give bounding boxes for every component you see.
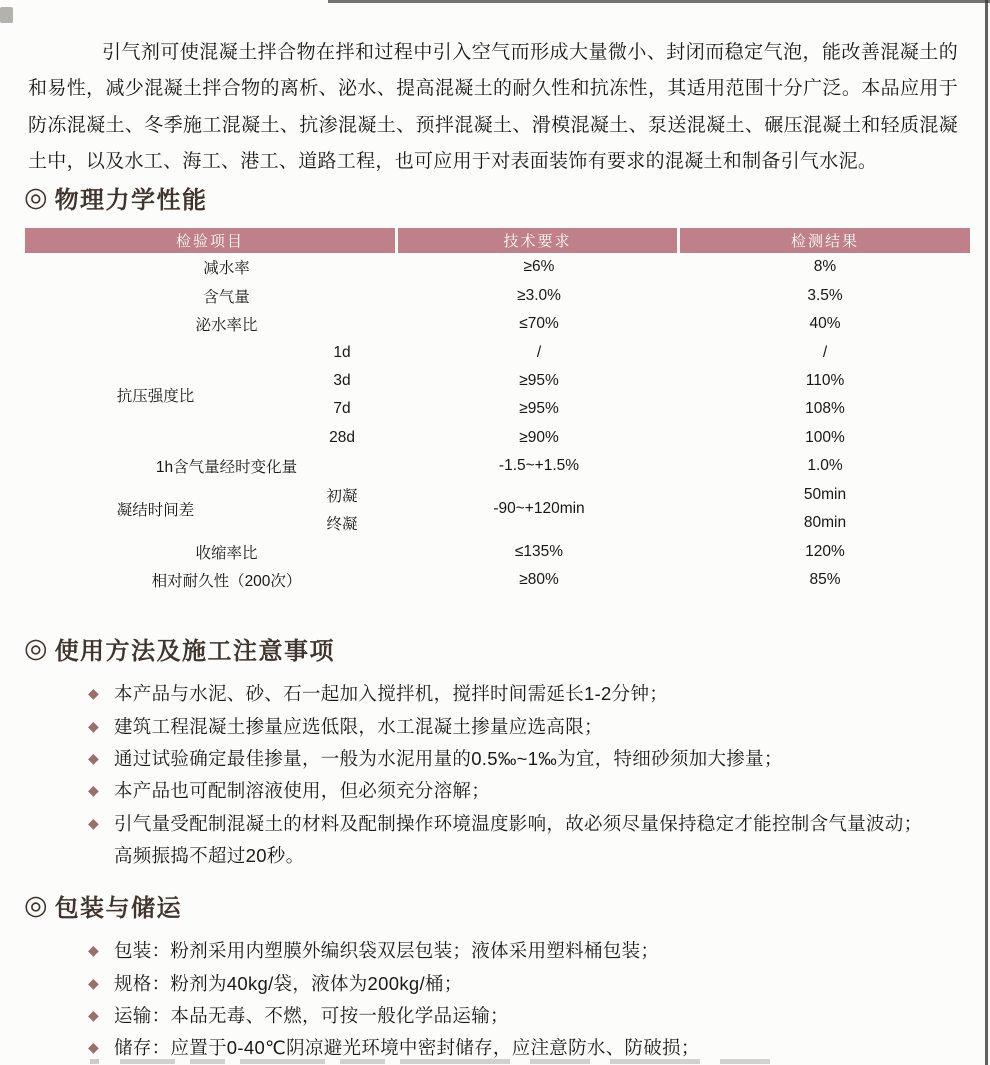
- table-header-requirement: 技术要求: [398, 228, 680, 253]
- table-cell-requirement: ≥95%: [519, 371, 559, 389]
- cutoff-smudge: [340, 1059, 385, 1064]
- list-item-text: 引气量受配制混凝土的材料及配制操作环境温度影响，故必须尽量保持稳定才能控制含气量波动；: [114, 812, 923, 834]
- list-item-text: 包装：粉剂采用内塑膜外编织袋双层包装；液体采用塑料桶包装；: [114, 940, 660, 962]
- list-item: [0, 966, 990, 998]
- table-subcell-age: 7d: [333, 400, 351, 418]
- table-subcolumn-ages: [286, 338, 398, 452]
- list-item-text: 高频振捣不超过20秒。: [114, 845, 305, 867]
- table-cell-result: 3.5%: [807, 286, 843, 304]
- cutoff-smudge: [190, 1059, 225, 1064]
- table-subcell-phase: 终凝: [326, 516, 358, 534]
- table-cell-result: 108%: [805, 400, 845, 418]
- table-cell-result: 110%: [805, 371, 845, 389]
- diamond-bullet-icon: ◆: [88, 1039, 99, 1056]
- table-cell-result: 100%: [805, 428, 845, 446]
- list-item-text: 通过试验确定最佳掺量，一般为水泥用量的0.5‰~1‰为宜，特细砂须加大掺量；: [114, 747, 783, 769]
- diamond-bullet-icon: ◆: [88, 749, 99, 766]
- list-item-text: 储存：应置于0-40℃阴凉避光环境中密封储存，应注意防水、防破损；: [114, 1037, 700, 1059]
- scan-border-right: [985, 0, 988, 1065]
- table-cell-item: 含气量: [203, 288, 250, 306]
- intro-paragraph: 引气剂可使混凝土拌合物在拌和过程中引入空气而形成大量微小、封闭而稳定气泡，能改善混凝土的和易性，减少混凝土拌合物的离析、泌水、提高混凝土的耐久性和抗冻性，其适用范围十分广泛。本品应用于防冻混凝土、冬季施工混凝土、抗渗混凝土、预拌混凝土、滑模混凝土、泵送混凝土、碾压混凝土和轻质混凝土中，以及水工、海工、港工、道路工程，也可应用于对表面装饰有要求的混凝土和制备引气水泥。: [28, 42, 958, 173]
- table-cell-requirement: ≤135%: [514, 542, 564, 560]
- diamond-bullet-icon: ◆: [88, 1006, 99, 1023]
- usage-bullet-list: [0, 677, 990, 871]
- section-marker-icon: ◎: [24, 889, 48, 920]
- list-item-text: 规格：粉剂为40kg/袋，液体为200kg/桶；: [114, 972, 463, 994]
- table-subcolumn-phases: [286, 481, 398, 538]
- scan-blot: [0, 7, 13, 23]
- list-item-text: 建筑工程混凝土掺量应选低限，水工混凝土掺量应选高限；: [114, 715, 603, 737]
- table-cell-requirement: ≥95%: [519, 400, 559, 418]
- table-cell-item: 减水率: [203, 260, 250, 278]
- list-item-text: 运输：本品无毒、不燃，可按一般化学品运输；: [114, 1004, 509, 1026]
- list-item-text: 本产品也可配制溶液使用，但必须充分溶解；: [114, 780, 491, 802]
- section-marker-icon: ◎: [24, 181, 48, 212]
- diamond-bullet-icon: ◆: [88, 942, 99, 959]
- packaging-bullet-list: [0, 934, 990, 1064]
- section-heading-physical: [24, 182, 208, 212]
- table-cell-result: 50min: [803, 485, 847, 503]
- scan-border-top: [328, 0, 990, 3]
- table-cell-group-label: 抗压强度比: [116, 388, 195, 406]
- table-cell-compressive-group: [25, 338, 398, 452]
- diamond-bullet-icon: ◆: [88, 685, 99, 702]
- table-cell-item: 相对耐久性（200次）: [151, 573, 302, 591]
- list-item-text: 本产品与水泥、砂、石一起加入搅拌机，搅拌时间需延长1-2分钟；: [114, 683, 669, 705]
- table-header-result: 检测结果: [680, 228, 970, 253]
- table-subcell-age: 28d: [329, 428, 355, 446]
- table-cell-setting-group: [25, 481, 398, 538]
- section-heading-usage: [24, 633, 335, 663]
- diamond-bullet-icon: ◆: [88, 974, 99, 991]
- section-title: 物理力学性能: [54, 186, 208, 214]
- section-heading-packaging: [24, 890, 182, 920]
- table-subcell-age: 1d: [333, 343, 351, 361]
- list-item: [0, 807, 990, 839]
- list-item: [0, 709, 990, 741]
- table-cell-result: 120%: [805, 542, 845, 560]
- table-cell-item: 泌水率比: [195, 317, 258, 335]
- section-title: 使用方法及施工注意事项: [54, 637, 336, 665]
- list-item: [0, 774, 990, 806]
- section-title: 包装与储运: [54, 894, 183, 922]
- cutoff-smudge: [530, 1059, 590, 1064]
- table-cell-requirement: ≥3.0%: [517, 286, 561, 304]
- diamond-bullet-icon: ◆: [88, 814, 99, 831]
- diamond-bullet-icon: ◆: [88, 717, 99, 734]
- table-cell-result: 8%: [813, 258, 837, 276]
- table-cell-requirement: ≤70%: [519, 315, 559, 333]
- table-cell-item: 1h含气量经时变化量: [155, 459, 298, 477]
- table-cell-item: 收缩率比: [195, 544, 258, 562]
- list-item: [0, 677, 990, 709]
- table-subcell-age: 3d: [333, 371, 351, 389]
- cutoff-smudge: [400, 1059, 510, 1064]
- performance-table: [25, 228, 970, 594]
- cutoff-smudge: [240, 1059, 325, 1064]
- list-item-continuation: [0, 839, 990, 871]
- table-cell-result: 85%: [809, 571, 841, 589]
- table-cell-result: 1.0%: [807, 457, 843, 475]
- section-marker-icon: ◎: [24, 632, 48, 663]
- table-cell-requirement: -1.5~+1.5%: [498, 457, 580, 475]
- table-cell-requirement: /: [536, 343, 542, 361]
- table-subcell-phase: 初凝: [326, 487, 358, 505]
- cutoff-text-artifact: [0, 1057, 990, 1065]
- diamond-bullet-icon: ◆: [88, 782, 99, 799]
- table-cell-result: 80min: [803, 514, 847, 532]
- list-item: [0, 742, 990, 774]
- table-cell-result: /: [822, 343, 828, 361]
- table-cell-requirement: -90~+120min: [493, 499, 585, 517]
- cutoff-smudge: [610, 1059, 700, 1064]
- table-cell-group-label: 凝结时间差: [116, 501, 195, 519]
- table-cell-requirement: ≥90%: [519, 428, 559, 446]
- table-cell-result: 40%: [809, 315, 841, 333]
- cutoff-smudge: [120, 1059, 175, 1064]
- table-cell-requirement: ≥6%: [523, 258, 555, 276]
- cutoff-bullet-artifact: [90, 1059, 99, 1064]
- list-item: [0, 999, 990, 1031]
- table-cell-requirement: ≥80%: [519, 571, 559, 589]
- list-item: [0, 934, 990, 966]
- cutoff-smudge: [720, 1059, 770, 1064]
- table-header-item: 检验项目: [25, 228, 398, 253]
